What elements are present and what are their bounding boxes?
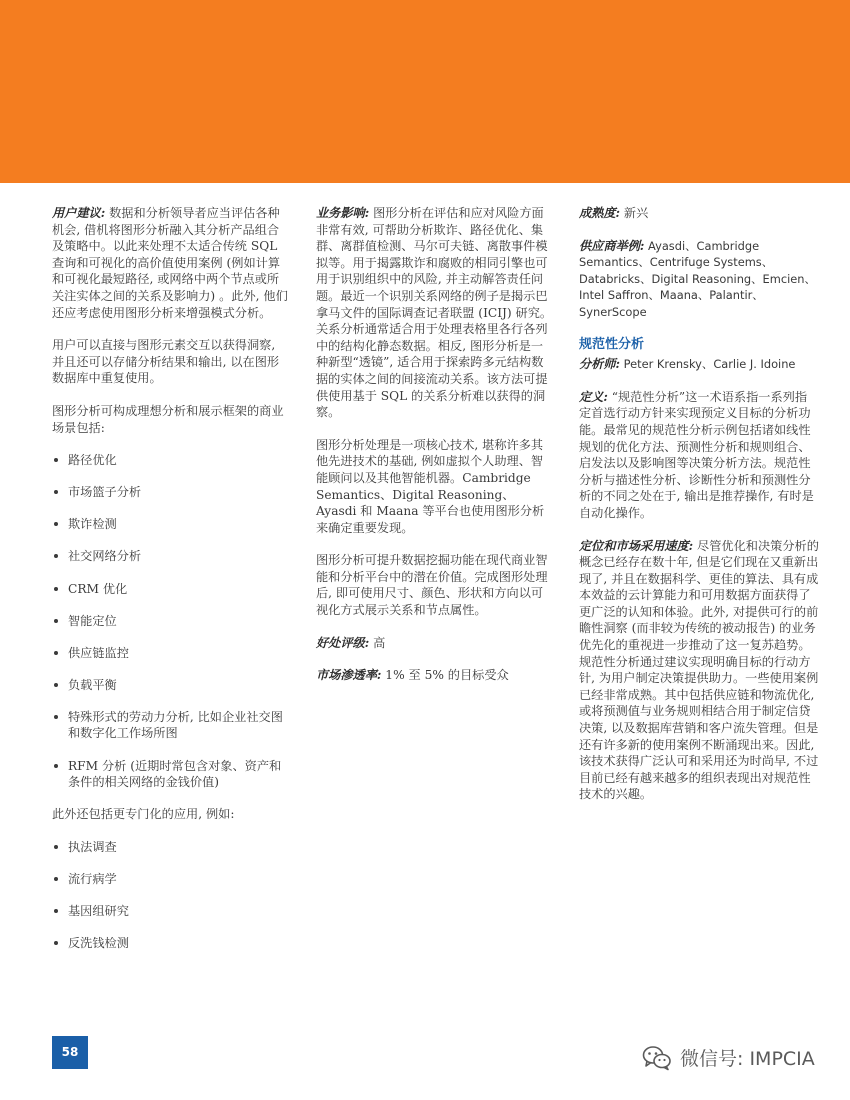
specialized-intro: 此外还包括更专门化的应用, 例如:: [52, 807, 235, 822]
user-advice-paragraph: [52, 205, 290, 321]
maturity-label: 成熟度:: [579, 206, 621, 220]
sample-vendors-value: Ayasdi、Cambridge Semantics、Centrifuge Systems、Databricks、Digital Reasoning、Emcien、Intel Saffron、Maana、Palantir、SynerScope: [579, 238, 816, 319]
definition-text: “规范性分析”这一术语系指一系列指定首选行动方针来实现预定义目标的分析功能。最常见的规范性分析示例包括诸如线性规划的优化方法、预测性分析和规则组合、启发法以及影响图等决策分析方法。规范性分析与描述性分析、诊断性分析和预测性分析的不同之处在于, 输出是推荐操作, 有时是自动化操作。: [579, 389, 814, 520]
list-item: 智能定位: [52, 613, 290, 630]
analysts: [579, 356, 819, 373]
data-mining-paragraph: 图形分析可提升数据挖掘功能在现代商业智能和分析平台中的潜在价值。完成图形处理后, 即可使用尺寸、颜色、形状和方向以可视化方式展示关系和节点属性。: [316, 553, 548, 618]
specialized-list: [52, 839, 290, 952]
watermark: [642, 1044, 815, 1071]
list-item: 基因组研究: [52, 903, 290, 920]
page-number: 58: [52, 1036, 88, 1069]
market-penetration-value: 1% 至 5% 的目标受众: [381, 668, 509, 683]
header-banner: [0, 0, 850, 183]
benefit-rating-value: 高: [369, 635, 386, 650]
market-penetration-label: 市场渗透率:: [316, 668, 382, 683]
core-tech-paragraph: 图形分析处理是一项核心技术, 堪称许多其他先进技术的基础, 例如虚拟个人助理、智能顾问以及其他智能机器。Cambridge Semantics、Digital Reasoning、Ayasdi 和 Maana 等平台也使用图形分析来确定重要发现。: [316, 437, 545, 535]
sample-vendors: [579, 238, 819, 321]
list-item: CRM 优化: [52, 581, 290, 598]
sample-vendors-label: 供应商举例:: [579, 238, 645, 253]
scenarios-intro: 图形分析可构成理想分析和展示框架的商业场景包括:: [52, 403, 284, 435]
maturity: [579, 205, 819, 222]
scenarios-list: [52, 452, 290, 791]
list-item: 供应链监控: [52, 645, 290, 662]
column-middle: [316, 205, 554, 700]
interaction-paragraph: 用户可以直接与图形元素交互以获得洞察, 并且还可以存储分析结果和输出, 以在图形数据库中重复使用。: [52, 338, 280, 386]
business-impact-paragraph: [316, 205, 554, 421]
wechat-icon: [642, 1045, 672, 1071]
maturity-value: 新兴: [620, 206, 649, 220]
list-item: 社交网络分析: [52, 548, 290, 565]
list-item: 市场篮子分析: [52, 484, 290, 501]
list-item: 流行病学: [52, 871, 290, 888]
benefit-rating-label: 好处评级:: [316, 635, 370, 650]
definition-label: 定义:: [579, 389, 608, 404]
business-impact-text: 图形分析在评估和应对风险方面非常有效, 可帮助分析欺诈、路径优化、集群、离群值检测、马尔可夫链、离散事件模拟等。用于揭露欺诈和腐败的相同引擎也可用于识别组织中的风险, 并主动解答责任问题。最近一个识别关系网络的例子是揭示巴拿马文件的国际调查记者联盟 (ICIJ) 研究。关系分析通常适合用于处理表格里各行各列中的结构化静态数据。相反, 图形分析是一种新型“透镜”, 适合用于探索跨多元结构数据的实体之间的间接流动关系。该方法可提供使用基于 SQL 的关系分析难以获得的洞察。: [316, 206, 553, 420]
analysts-label: 分析师:: [579, 357, 621, 372]
column-right: [579, 205, 819, 819]
list-item: 反洗钱检测: [52, 935, 290, 952]
list-item: 特殊形式的劳动力分析, 比如企业社交图和数字化工作场所图: [52, 709, 290, 742]
user-advice-label: 用户建议:: [52, 206, 106, 220]
business-impact-label: 业务影响:: [316, 206, 370, 220]
section-title: 规范性分析: [579, 336, 645, 352]
user-advice-text: 数据和分析领导者应当评估各种机会, 借机将图形分析融入其分析产品组合及策略中。以此来处理不太适合传统 SQL 查询和可视化的高价值使用案例 (例如计算和可视化最短路径, 或网络中两个节点或所关注实体之间的关系及影响力) 。此外, 他们还应考虑使用图形分析来增强模式分析。: [52, 206, 288, 320]
watermark-text: 微信号: IMPCIA: [680, 1048, 815, 1070]
benefit-rating: [316, 635, 554, 652]
position-adoption-text: 尽管优化和决策分析的概念已经存在数十年, 但是它们现在又重新出现了, 并且在数据科学、更佳的算法、具有成本效益的云计算能力和可用数据方面获得了更广泛的认知和体验。此外, 对提供可行的前瞻性洞察 (而非较为传统的被动报告) 的业务优先化的重视进一步推动了这一复苏趋势。规范性分析通过建议实现明确目标的行动方针, 为用户制定决策提供助力。一些使用案例已经非常成熟。其中包括供应链和物流优化, 或将预测值与业务规则相结合用于制定信贷决策, 以及数据库营销和客户流失管理。但是还有许多新的使用案例不断涌现出来。因此, 该技术获得广泛认可和采用还为时尚早, 不过目前已经有越来越多的组织表现出对规范性技术的兴趣。: [579, 538, 819, 802]
list-item: RFM 分析 (近期时常包含对象、资产和条件的相关网络的金钱价值): [52, 758, 290, 791]
analysts-value: Peter Krensky、Carlie J. Idoine: [620, 357, 796, 372]
definition-paragraph: [579, 389, 819, 522]
column-left: [52, 205, 290, 967]
list-item: 执法调查: [52, 839, 290, 856]
list-item: 欺诈检测: [52, 516, 290, 533]
list-item: 路径优化: [52, 452, 290, 469]
market-penetration: [316, 667, 554, 684]
position-adoption-paragraph: [579, 538, 819, 804]
list-item: 负载平衡: [52, 677, 290, 694]
position-adoption-label: 定位和市场采用速度:: [579, 538, 694, 553]
